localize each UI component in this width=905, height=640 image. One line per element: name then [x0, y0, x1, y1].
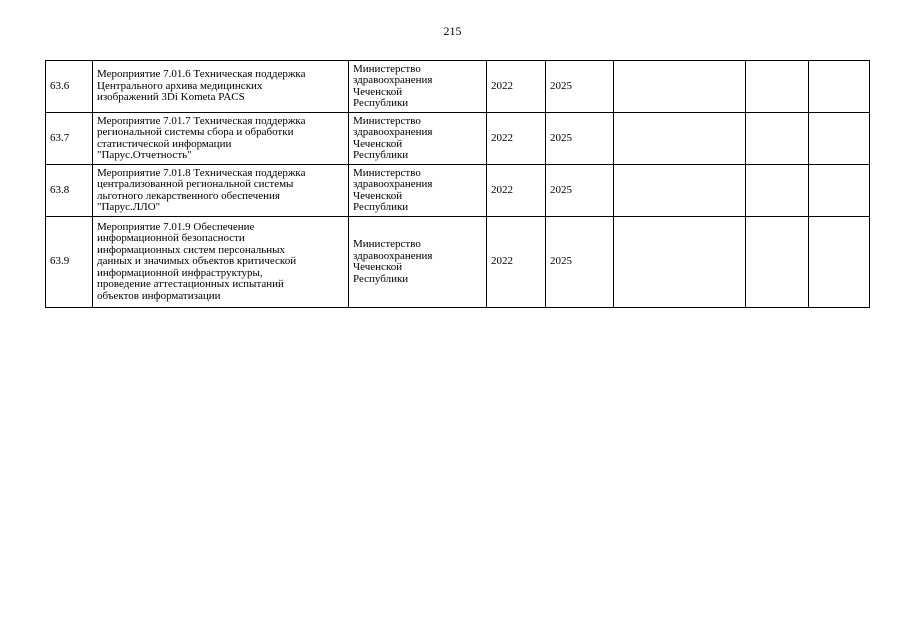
activity-name-line: Мероприятие 7.01.6 Техническая поддержка	[97, 68, 306, 81]
empty-cell	[809, 165, 870, 217]
activity-name-line: изображений 3Di Kometa PACS	[97, 91, 245, 104]
empty-cell	[614, 61, 746, 113]
empty-cell	[746, 113, 809, 165]
activities-table	[45, 60, 870, 308]
activity-name-line: "Парус.Отчетность"	[97, 149, 192, 161]
activity-name-line: информационной инфраструктуры,	[97, 266, 263, 279]
start-year: 2022	[487, 61, 546, 113]
executor-line: Республики	[353, 272, 409, 285]
empty-cell	[746, 61, 809, 113]
activity-name	[93, 113, 349, 165]
executor-line: Республики	[353, 149, 409, 161]
activity-name-line: объектов информатизации	[97, 289, 221, 302]
empty-cell	[614, 217, 746, 308]
table-row	[46, 165, 870, 217]
start-year: 2022	[487, 217, 546, 308]
executor	[349, 165, 487, 217]
executor-line: Министерство	[353, 62, 421, 75]
activity-name-line: информационных систем персональных	[97, 243, 286, 256]
activity-name-line: данных и значимых объектов критической	[97, 255, 297, 268]
empty-cell	[809, 113, 870, 165]
executor-line: Министерство	[353, 166, 421, 179]
executor-line: здравоохранения	[353, 249, 433, 262]
activity-name-line: льготного лекарственного обеспечения	[97, 189, 280, 202]
activity-name-line: региональной системы сбора и обработки	[97, 126, 294, 138]
row-number: 63.7	[46, 113, 93, 165]
executor	[349, 217, 487, 308]
executor	[349, 61, 487, 113]
activity-name-line: проведение аттестационных испытаний	[97, 278, 284, 291]
start-year: 2022	[487, 113, 546, 165]
activity-name-line: Мероприятие 7.01.8 Техническая поддержка	[97, 166, 306, 179]
activity-name-line: Центрального архива медицинских	[97, 79, 263, 92]
table-row	[46, 113, 870, 165]
activity-name-line: Мероприятие 7.01.9 Обеспечение	[97, 220, 255, 233]
empty-cell	[746, 165, 809, 217]
executor-line: здравоохранения	[353, 126, 433, 138]
end-year: 2025	[546, 61, 614, 113]
page-number: 215	[443, 24, 462, 38]
executor	[349, 113, 487, 165]
executor-line: здравоохранения	[353, 74, 433, 86]
empty-cell	[809, 61, 870, 113]
activity-name-line: статистической информации	[97, 137, 232, 150]
empty-cell	[809, 217, 870, 308]
table-row	[46, 217, 870, 308]
executor-line: Чеченской	[353, 137, 403, 150]
activity-name	[93, 61, 349, 113]
end-year: 2025	[546, 165, 614, 217]
activity-name-line: информационной безопасности	[97, 232, 245, 245]
activity-name	[93, 217, 349, 308]
activity-name-line: централизованной региональной системы	[97, 178, 294, 190]
row-number: 63.9	[46, 217, 93, 308]
end-year: 2025	[546, 217, 614, 308]
row-number: 63.8	[46, 165, 93, 217]
end-year: 2025	[546, 113, 614, 165]
table-row	[46, 61, 870, 113]
activity-name	[93, 165, 349, 217]
executor-line: Министерство	[353, 238, 421, 250]
empty-cell	[614, 165, 746, 217]
executor-line: Чеченской	[353, 261, 403, 273]
executor-line: Чеченской	[353, 85, 403, 98]
start-year: 2022	[487, 165, 546, 217]
executor-line: Чеченской	[353, 189, 403, 202]
empty-cell	[746, 217, 809, 308]
executor-line: Республики	[353, 201, 409, 213]
executor-line: здравоохранения	[353, 178, 433, 190]
row-number: 63.6	[46, 61, 93, 113]
activity-name-line: "Парус.ЛЛО"	[97, 201, 161, 213]
empty-cell	[614, 113, 746, 165]
executor-line: Министерство	[353, 114, 421, 127]
activity-name-line: Мероприятие 7.01.7 Техническая поддержка	[97, 114, 306, 127]
executor-line: Республики	[353, 97, 409, 109]
